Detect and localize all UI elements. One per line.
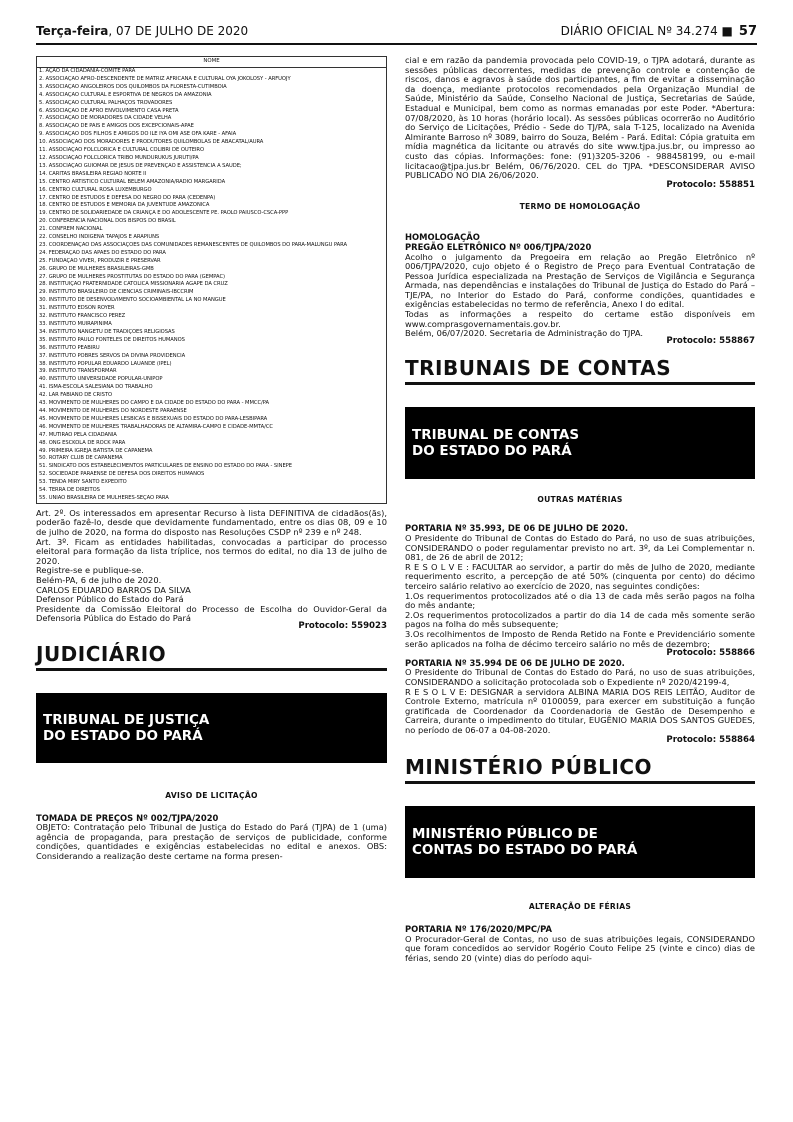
portaria-35994-title: PORTARIA Nº 35.994 DE 06 DE JULHO DE 2020. bbox=[405, 657, 625, 668]
entity-name: 17. CENTRO DE ESTUDOS E DEFESA DO NEGRO DO PARÁ (CEDENPA) bbox=[37, 195, 387, 203]
entity-name: 9. ASSOCIAÇÃO DOS FILHOS E AMIGOS DO ILE IYA OMI ASE OFA KARE - AFAIA bbox=[37, 131, 387, 139]
pregao-title: PREGÃO ELETRÔNICO Nº 006/TJPA/2020 bbox=[405, 241, 592, 252]
entity-name: 37. INSTITUTO POBRES SERVOS DA DIVINA PROVIDÊNCIA bbox=[37, 353, 387, 361]
table-row bbox=[37, 163, 387, 171]
entity-name: 12. ASSOCIAÇÃO FOLCLÓRICA TRIBO MUNDURUKUS JURUTI/PA bbox=[37, 155, 387, 163]
right-column bbox=[405, 56, 755, 963]
table-row bbox=[37, 345, 387, 353]
header-journal bbox=[561, 24, 757, 39]
place-date-line: Belém-PA, 6 de julho de 2020. bbox=[36, 575, 162, 585]
table-row bbox=[37, 479, 387, 487]
table-row bbox=[37, 195, 387, 203]
table-row bbox=[37, 76, 387, 84]
entity-name: 23. COORDENAÇÃO DAS ASSOCIAÇÕES DAS COMUNIDADES REMANESCENTES DE QUILOMBOS DO PARÁ-MALUNGU PARÁ bbox=[37, 242, 387, 250]
table-row bbox=[37, 258, 387, 266]
section-judiciario: JUDICIÁRIO bbox=[36, 642, 387, 671]
portaria-35993-c3: 3.Os recolhimentos de Imposto de Renda Retido na Fonte e Previdenciário somente serão aplicados na folha de décimo terceiro salário no mês de dezembro; bbox=[405, 628, 755, 649]
table-row bbox=[37, 210, 387, 218]
entity-name: 2. ASSOCIAÇÃO AFRO-DESCENDENTE DE MATRIZ AFRICANA E CULTURAL OYA JOKOLOSY - ARFUOJY bbox=[37, 76, 387, 84]
table-row bbox=[37, 171, 387, 179]
portaria-35993-block bbox=[405, 524, 755, 658]
table-row bbox=[37, 424, 387, 432]
table-row bbox=[37, 463, 387, 471]
entity-name: 35. INSTITUTO PAULO FONTELES DE DIREITOS HUMANOS bbox=[37, 337, 387, 345]
homologacao-text-3: Belém, 06/07/2020. Secretaria de Administração do TJPA. bbox=[405, 328, 644, 339]
box-mp-line1: MINISTÉRIO PÚBLICO DE bbox=[412, 826, 598, 843]
entity-name: 13. ASSOCIAÇÃO GUIOMAR DE JESUS DE PREVENÇÃO E ASSISTÊNCIA À SAÚDE; bbox=[37, 163, 387, 171]
portaria-35993-c1: 1.Os requerimentos protocolizados até o dia 13 de cada mês serão pagos na folha do mês andante; bbox=[405, 590, 755, 611]
entity-name: 26. GRUPO DE MULHERES BRASILEIRAS-GMB bbox=[37, 266, 387, 274]
table-row bbox=[37, 274, 387, 282]
table-row bbox=[37, 448, 387, 456]
entities-table-body bbox=[37, 68, 387, 504]
table-row bbox=[37, 376, 387, 384]
entity-name: 31. INSTITUTO EDSON ROYER bbox=[37, 305, 387, 313]
box-tj-line2: DO ESTADO DO PARÁ bbox=[43, 727, 203, 744]
entity-name: 51. SINDICATO DOS ESTABELECIMENTOS PARTICULARES DE ENSINO DO ESTADO DO PARÁ - SINEPE bbox=[37, 463, 387, 471]
table-row bbox=[37, 432, 387, 440]
subhead-termo-homologacao: TERMO DE HOMOLOGAÇÃO bbox=[519, 202, 641, 212]
table-row bbox=[37, 400, 387, 408]
entity-name: 48. ONG ESCKOLA DE ROCK PARÁ bbox=[37, 440, 387, 448]
box-tribunal-contas bbox=[405, 407, 755, 479]
art2-paragraph: Art. 2º. Os interessados em apresentar Recurso à lista DEFINITIVA de cidadãos(ãs), poderão fazê-lo, desde que devidamente fundamentado, entre os dias 08, 09 e 10 de julho de 2020, na forma do disposto nas Resoluções CSDP nº 239 e nº 248. bbox=[36, 507, 387, 538]
header-rule bbox=[36, 43, 757, 45]
homologacao-title: HOMOLOGAÇÃO bbox=[405, 232, 480, 243]
table-row bbox=[37, 361, 387, 369]
entity-name: 53. TENDA MIRY SANTO EXPEDITO bbox=[37, 479, 387, 487]
entity-name: 42. LAR FABIANO DE CRISTO bbox=[37, 392, 387, 400]
table-row bbox=[37, 495, 387, 503]
table-row bbox=[37, 384, 387, 392]
table-row bbox=[37, 250, 387, 258]
entity-name: 24. FEDERAÇÃO DAS APAES DO ESTADO DO PARÁ bbox=[37, 250, 387, 258]
entity-name: 29. INSTITUTO BRASILEIRO DE CIÊNCIAS CRIMINAIS-IBCCRIM bbox=[37, 289, 387, 297]
protocol-558864: Protocolo: 558864 bbox=[666, 734, 755, 745]
entity-name: 36. INSTITUTO PEABIRU bbox=[37, 345, 387, 353]
table-header-name: NOME bbox=[37, 57, 387, 68]
entity-name: 18. CENTRO DE ESTUDOS E MEMÓRIA DA JUVENTUDE AMAZÔNICA bbox=[37, 202, 387, 210]
table-row bbox=[37, 115, 387, 123]
portaria-35994-block bbox=[405, 659, 755, 745]
portaria-35993-resolve: R E S O L V E : FACULTAR ao servidor, a partir do mês de Julho de 2020, mediante requerimento escrito, a percepção de até 50% (cinquenta por cento) do décimo terceiro salário relativo ao exercício de 2020, nas seguintes condições: bbox=[405, 561, 755, 591]
signer-role-2: Presidente da Comissão Eleitoral do Processo de Escolha do Ouvidor-Geral da Defensoria Pública do Estado do Pará bbox=[36, 603, 387, 624]
entity-name: 25. FUNDAÇÃO VIVER, PRODUZIR E PRESERVAR bbox=[37, 258, 387, 266]
journal-title: DIÁRIO OFICIAL Nº 34.274 ■ bbox=[560, 24, 733, 38]
table-row bbox=[37, 321, 387, 329]
header-date-text: , 07 DE JULHO DE 2020 bbox=[108, 24, 249, 38]
box-tc-line1: TRIBUNAL DE CONTAS bbox=[412, 427, 580, 444]
table-row bbox=[37, 234, 387, 242]
signer-role-1: Defensor Público do Estado do Pará bbox=[36, 594, 184, 605]
entity-name: 30. INSTITUTO DE DESENVOLVIMENTO SOCIOAMBIENTAL LÁ NO MANGUE bbox=[37, 297, 387, 305]
entities-table bbox=[36, 56, 387, 504]
entity-name: 54. TERRA DE DIREITOS bbox=[37, 487, 387, 495]
entity-name: 8. ASSOCIAÇÃO DE PAIS E AMIGOS DOS EXCEPCIONAIS-APAE bbox=[37, 123, 387, 131]
portaria-35993-title: PORTARIA Nº 35.993, DE 06 DE JULHO DE 2020. bbox=[405, 523, 629, 534]
entity-name: 16. CENTRO CULTURAL ROSA LUXEMBURGO bbox=[37, 187, 387, 195]
table-row bbox=[37, 455, 387, 463]
entity-name: 28. INSTITUIÇÃO FRATERNIDADE CATÓLICA MISSIONÁRIA ÁGAPE DA CRUZ bbox=[37, 281, 387, 289]
tomada-block bbox=[36, 814, 387, 862]
box-tc-line2: DO ESTADO DO PARÁ bbox=[412, 443, 572, 460]
licitacao-continuation bbox=[405, 56, 755, 190]
protocol-558851: Protocolo: 558851 bbox=[666, 179, 755, 190]
entity-name: 33. INSTITUTO MUIRAPINIMA bbox=[37, 321, 387, 329]
table-row bbox=[37, 68, 387, 76]
box-tj-line1: TRIBUNAL DE JUSTIÇA bbox=[43, 711, 210, 728]
entity-name: 10. ASSOCIAÇÃO DOS MORADORES E PRODUTORES QUILOMBOLAS DE ABACATAL/AURÁ bbox=[37, 139, 387, 147]
entity-name: 4. ASSOCIAÇÃO CULTURAL E ESPORTIVA DE NEGROS DA AMAZÔNIA bbox=[37, 92, 387, 100]
table-row bbox=[37, 202, 387, 210]
continuation-text: cial e em razão da pandemia provocada pelo COVID-19, o TJPA adotará, durante as sessões públicas decorrentes, medidas de prevenção controle e contenção de riscos, danos e agravos à saúde dos participantes, a fim de evitar a disseminação da doença, mediante protocolos recomendados pela Organização Mundial de Saúde, Ministério da Saúde, Conselho Nacional de Justiça, Secretarias de Saúde, Estadual e Municipal, bem como as normas emanadas por este Poder. *Abertura: 07/08/2020, às 10 horas (horário local). As sessões públicas ocorrerão no Auditório do Serviço de Licitações, Prédio - Sede do TJ/PA, sala T-125, localizado na Avenida Almirante Barroso nº 3089, bairro do Souza, Belém - Pará. Edital: Cópia gratuita em mídia magnética da licitante ou através do site www.tjpa.jus.br, ou impresso ao custo das cópias. Informações: fone: (91)3205-3206 - 988458199, ou e-mail licitacao@tjpa.jus.br Belém, 06/76/2020. CEL do TJPA. *DESCONSIDERAR AVISO PUBLICADO NO DIA 26/06/2020. bbox=[405, 55, 755, 181]
table-row bbox=[37, 108, 387, 116]
table-row bbox=[37, 313, 387, 321]
homologacao-text-2: Todas as informações a respeito do certame estão disponíveis em www.comprasgovernamentais.gov.br. bbox=[405, 309, 755, 329]
box-tribunal-justica bbox=[36, 693, 387, 763]
entity-name: 11. ASSOCIAÇÃO FOLCLÓRICA E CULTURAL COLIBRI DE OUTEIRO bbox=[37, 147, 387, 155]
portaria-35994-resolve: R E S O L V E: DESIGNAR a servidora ALBINA MARIA DOS REIS LEITÃO, Auditor de Controle Externo, matrícula nº 0100059, para exercer em substituição a função gratificada de Coordenador da Coordenadoria de Gestão de Desempenho e Carreira, durante o impedimento do titular, EUGÊNIO MARIA DOS SANTOS GUEDES, no período de 06-07 a 04-08-2020. bbox=[405, 686, 755, 735]
homologacao-block bbox=[405, 233, 755, 346]
table-row bbox=[37, 187, 387, 195]
table-row bbox=[37, 487, 387, 495]
table-row bbox=[37, 218, 387, 226]
table-row bbox=[37, 368, 387, 376]
section-tribunais-contas: TRIBUNAIS DE CONTAS bbox=[405, 356, 755, 385]
entity-name: 5. ASSOCIAÇÃO CULTURAL PALHAÇOS TROVADORES bbox=[37, 100, 387, 108]
entity-name: 34. INSTITUTO NANGETU DE TRADIÇÕES RELIGIOSAS bbox=[37, 329, 387, 337]
table-row bbox=[37, 337, 387, 345]
section-ministerio-publico: MINISTÉRIO PÚBLICO bbox=[405, 755, 755, 784]
portaria-176-text: O Procurador-Geral de Contas, no uso de suas atribuições legais, CONSIDERANDO que foram concedidos ao servidor Rogério Couto Felipe 25 (vinte e cinco) dias de férias, sendo 20 (vinte) dias do período aqui- bbox=[405, 933, 755, 963]
table-row bbox=[37, 416, 387, 424]
entity-name: 52. SOCIEDADE PARAENSE DE DEFESA DOS DIREITOS HUMANOS bbox=[37, 471, 387, 479]
protocol-559023: Protocolo: 559023 bbox=[298, 620, 387, 631]
table-row bbox=[37, 84, 387, 92]
header-date bbox=[36, 24, 248, 38]
entity-name: 14. CARITAS BRASILEIRA REGIÃO NORTE II bbox=[37, 171, 387, 179]
closing-text bbox=[36, 509, 387, 632]
portaria-35994-text: O Presidente do Tribunal de Contas do Estado do Pará, no uso de suas atribuições, CONSIDERANDO a solicitação protocolada sob o Expediente nº 2020/42199-4, bbox=[405, 667, 755, 687]
entity-name: 40. INSTITUTO UNIVERSIDADE POPULAR-UNIPOP bbox=[37, 376, 387, 384]
entity-name: 38. INSTITUTO POPULAR EDUARDO LAUANDE (IPEL) bbox=[37, 361, 387, 369]
table-row bbox=[37, 297, 387, 305]
registre-line: Registre-se e publique-se. bbox=[36, 565, 144, 576]
entity-name: 46. MOVIMENTO DE MULHERES TRABALHADORAS DE ALTAMIRA-CAMPO E CIDADE-MMTA/CC bbox=[37, 424, 387, 432]
table-row bbox=[37, 329, 387, 337]
table-row bbox=[37, 289, 387, 297]
portaria-176-block bbox=[405, 925, 755, 963]
entity-name: 22. CONSELHO INDÍGENA TAPAJÓS E ARAPIUNS bbox=[37, 234, 387, 242]
entity-name: 27. GRUPO DE MULHERES PROSTITUTAS DO ESTADO DO PARÁ (GEMPAC) bbox=[37, 274, 387, 282]
entity-name: 50. ROTARY CLUB DE CAPANEMA bbox=[37, 455, 387, 463]
table-row bbox=[37, 305, 387, 313]
table-row bbox=[37, 147, 387, 155]
entity-name: 44. MOVIMENTO DE MULHERES DO NORDESTE PARAENSE bbox=[37, 408, 387, 416]
portaria-35993-text: O Presidente do Tribunal de Contas do Estado do Pará, no uso de suas atribuições, CONSIDERANDO o poder regulamentar previsto no art. 3º, da Lei Complementar n. 081, de 26 de abril de 2012; bbox=[405, 533, 755, 563]
portaria-35993-c2: 2.Os requerimentos protocolizados a partir do dia 14 de cada mês somente serão pagos na folha do mês subsequente; bbox=[405, 609, 755, 630]
subhead-alteracao-ferias: ALTERAÇÃO DE FÉRIAS bbox=[528, 902, 632, 912]
protocol-558867: Protocolo: 558867 bbox=[666, 335, 755, 346]
left-column bbox=[36, 56, 387, 862]
entity-name: 45. MOVIMENTO DE MULHERES LÉSBICAS E BISSEXUAIS DO ESTADO DO PARÁ-LESBIPARÁ bbox=[37, 416, 387, 424]
header-day: Terça-feira bbox=[36, 24, 109, 38]
table-row bbox=[37, 440, 387, 448]
tomada-text: OBJETO: Contratação pelo Tribunal de Justiça do Estado do Pará (TJPA) de 1 (uma) agência de propaganda, para prestação de serviços de publicidade, conforme condições, quantidades e exigências estabelecidas no edital e anexos. OBS: Considerando a realização deste certame na forma presen- bbox=[36, 822, 387, 861]
entity-name: 43. MOVIMENTO DE MULHERES DO CAMPO E DA CIDADE DO ESTADO DO PARÁ - MMCC/PA bbox=[37, 400, 387, 408]
entity-name: 6. ASSOCIAÇÃO DE AFRO ENVOLVIMENTO CASA PRETA bbox=[37, 108, 387, 116]
table-row bbox=[37, 123, 387, 131]
entity-name: 47. MUTIRÃO PELA CIDADANIA bbox=[37, 432, 387, 440]
table-row bbox=[37, 266, 387, 274]
entity-name: 7. ASSOCIAÇÃO DE MORADORES DA CIDADE VELHA bbox=[37, 115, 387, 123]
art3-paragraph: Art. 3º. Ficam as entidades habilitadas, convocadas a participar do processo eleitoral para formação da lista tríplice, nos termos do edital, no dia 13 de julho de 2020. bbox=[36, 536, 387, 566]
table-row bbox=[37, 100, 387, 108]
table-row bbox=[37, 408, 387, 416]
table-row bbox=[37, 92, 387, 100]
entity-name: 55. UNIÃO BRASILEIRA DE MULHERES-SEÇÃO PARÁ bbox=[37, 495, 387, 503]
entity-name: 39. INSTITUTO TRANSFORMAR bbox=[37, 368, 387, 376]
page-number: 57 bbox=[738, 24, 757, 39]
entity-name: 41. ISMA-ESCOLA SALESIANA DO TRABALHO bbox=[37, 384, 387, 392]
entity-name: 15. CENTRO ARTÍSTICO CULTURAL BELÉM AMAZÔNIA/RÁDIO MARGARIDA bbox=[37, 179, 387, 187]
entity-name: 32. INSTITUTO FRANCISCO PEREZ bbox=[37, 313, 387, 321]
signer-name: CARLOS EDUARDO BARROS DA SILVA bbox=[36, 584, 191, 595]
tomada-title: TOMADA DE PREÇOS Nº 002/TJPA/2020 bbox=[36, 812, 219, 823]
entity-name: 19. CENTRO DE SOLIDARIEDADE DA CRIANÇA E DO ADOLESCENTE PE. PAOLO PAIUSCO-CSCA-PPP bbox=[37, 210, 387, 218]
table-row bbox=[37, 471, 387, 479]
table-row bbox=[37, 392, 387, 400]
entity-name: 3. ASSOCIAÇÃO ANGOLEIROS DOS QUILOMBOS DA FLORESTA-CUTIMBOIA bbox=[37, 84, 387, 92]
homologacao-text: Acolho o julgamento da Pregoeira em relação ao Pregão Eletrônico nº 006/TJPA/2020, cujo objeto é o Registro de Preço para Eventual Contratação de Pessoa Jurídica especializada na Prestação de Serviços de Vigilância e Segurança Armada, nas dependências e instalações do Tribunal de Justiça do Estado do Pará – TJE/PA, no Interior do Estado do Pará, conforme condições, quantidades e exigências estabelecidas no termo de referência, Anexo I do edital. bbox=[405, 251, 755, 310]
protocol-558866: Protocolo: 558866 bbox=[666, 648, 755, 659]
table-row bbox=[37, 139, 387, 147]
table-row bbox=[37, 131, 387, 139]
subhead-aviso-licitacao: AVISO DE LICITAÇÃO bbox=[165, 790, 258, 800]
table-row bbox=[37, 353, 387, 361]
table-row bbox=[37, 226, 387, 234]
table-row bbox=[37, 281, 387, 289]
entity-name: 1. AÇÃO DA CIDADANIA-COMITÊ PARÁ bbox=[37, 68, 387, 76]
entity-name: 20. CONFERÊNCIA NACIONAL DOS BISPOS DO BRASIL bbox=[37, 218, 387, 226]
entity-name: 21. CONFREM NACIONAL bbox=[37, 226, 387, 234]
box-ministerio-publico-contas bbox=[405, 806, 755, 878]
entity-name: 49. PRIMEIRA IGREJA BATISTA DE CAPANEMA bbox=[37, 448, 387, 456]
table-row bbox=[37, 242, 387, 250]
table-row bbox=[37, 179, 387, 187]
subhead-outras-materias: OUTRAS MATÉRIAS bbox=[537, 495, 623, 505]
portaria-176-title: PORTARIA Nº 176/2020/MPC/PA bbox=[405, 924, 552, 935]
box-mp-line2: CONTAS DO ESTADO DO PARÁ bbox=[412, 842, 638, 859]
table-row bbox=[37, 155, 387, 163]
